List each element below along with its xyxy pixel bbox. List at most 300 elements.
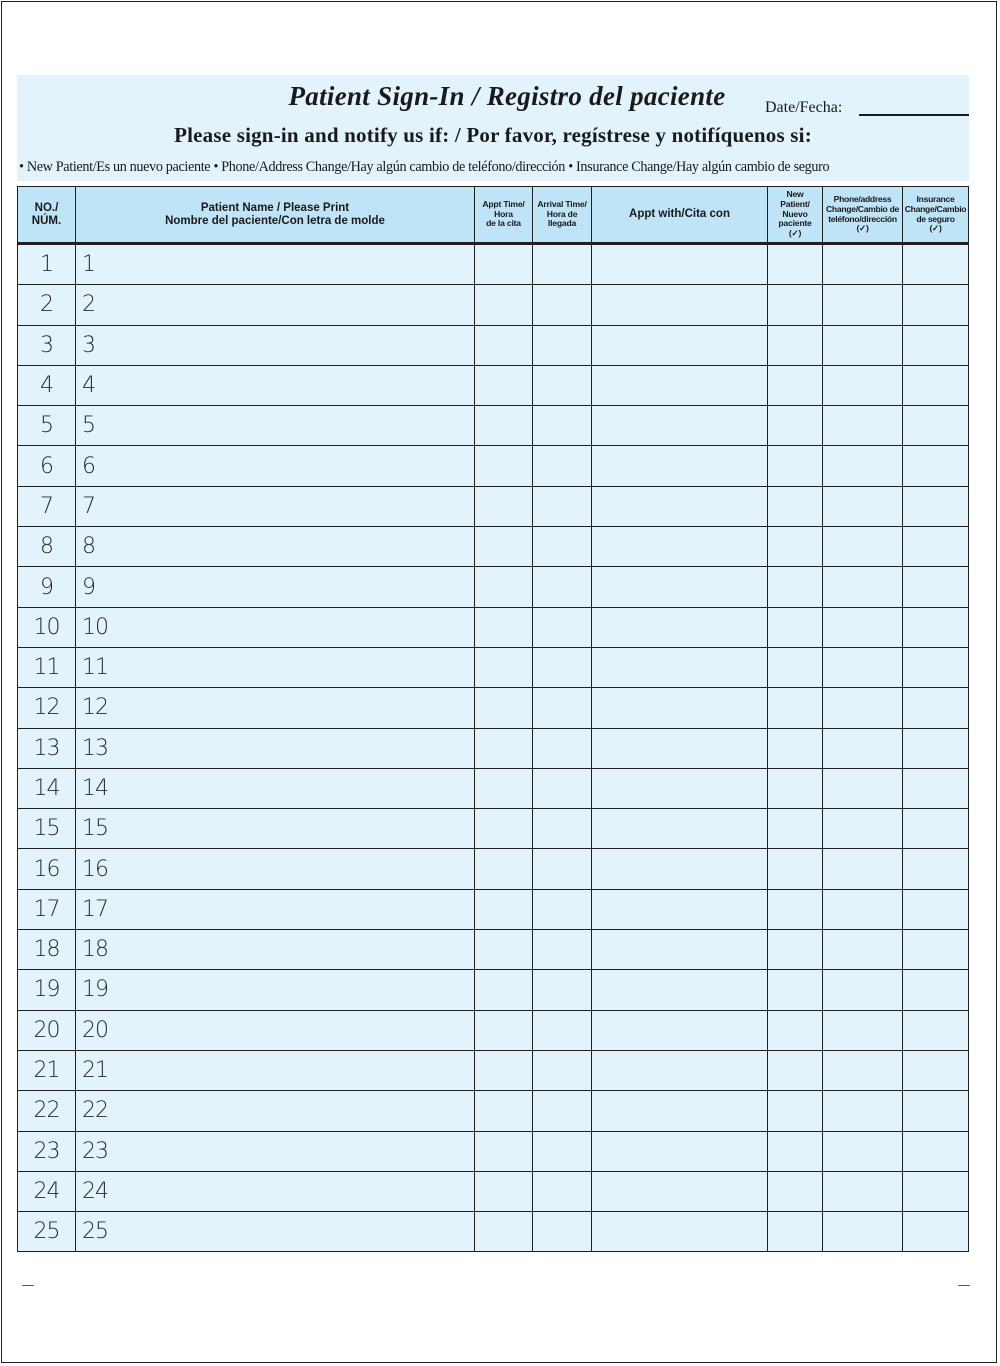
appt-time-cell[interactable] <box>475 325 533 365</box>
row-number <box>18 486 76 526</box>
appt-time-cell[interactable] <box>475 285 533 325</box>
table-row <box>18 446 969 486</box>
appt-with-cell[interactable] <box>592 688 768 728</box>
phone-change-check[interactable] <box>823 1010 903 1050</box>
appt-with-cell[interactable] <box>592 607 768 647</box>
table-row <box>18 1091 969 1131</box>
phone-change-check[interactable] <box>823 486 903 526</box>
patient-name-cell[interactable] <box>76 607 475 647</box>
insurance-change-check[interactable] <box>903 889 969 929</box>
table-row <box>18 1171 969 1211</box>
new-patient-check[interactable] <box>768 930 823 970</box>
phone-change-check[interactable] <box>823 930 903 970</box>
row-number <box>18 1010 76 1050</box>
new-patient-check[interactable] <box>768 567 823 607</box>
row-number <box>18 1131 76 1171</box>
appt-with-cell[interactable] <box>592 1010 768 1050</box>
form-subtitle: Please sign-in and notify us if: / Por favor, regístrese y notifíquenos si: <box>174 123 812 147</box>
col-header-line: de seguro <box>916 213 955 224</box>
form-title: Patient Sign-In / Registro del paciente <box>288 81 726 111</box>
patient-name-cell[interactable] <box>76 1171 475 1211</box>
patient-name-cell[interactable] <box>76 768 475 808</box>
arrival-time-cell[interactable] <box>533 849 592 889</box>
appt-with-cell[interactable] <box>592 768 768 808</box>
arrival-time-cell[interactable] <box>533 1131 592 1171</box>
new-patient-check[interactable] <box>768 527 823 567</box>
row-number-label: 1 <box>40 252 53 278</box>
appt-with-cell[interactable] <box>592 1212 768 1252</box>
new-patient-check[interactable] <box>768 607 823 647</box>
patient-name-cell[interactable] <box>76 446 475 486</box>
row-number-label: 6 <box>40 453 53 479</box>
col-header-line: (✓) <box>929 223 942 234</box>
table-row <box>18 889 969 929</box>
insurance-change-check[interactable] <box>903 1010 969 1050</box>
appt-time-cell[interactable] <box>475 607 533 647</box>
appt-time-cell[interactable] <box>475 849 533 889</box>
insurance-change-check[interactable] <box>903 607 969 647</box>
row-number <box>18 1171 76 1211</box>
row-number <box>18 325 76 365</box>
col-header-line: Hora <box>494 208 513 219</box>
table-row <box>18 647 969 687</box>
row-number <box>18 406 76 446</box>
insurance-change-check[interactable] <box>903 1171 969 1211</box>
patient-name-cell[interactable] <box>76 527 475 567</box>
appt-time-cell[interactable] <box>475 1212 533 1252</box>
new-patient-check[interactable] <box>768 809 823 849</box>
insurance-change-check[interactable] <box>903 244 969 285</box>
name-line-number: 16 <box>82 856 108 882</box>
col-header-line: Nuevo <box>782 208 808 219</box>
new-patient-check[interactable] <box>768 1131 823 1171</box>
new-patient-check[interactable] <box>768 889 823 929</box>
patient-name-cell[interactable] <box>76 1010 475 1050</box>
appt-with-cell[interactable] <box>592 244 768 285</box>
name-line-number: 5 <box>82 413 95 439</box>
patient-name-cell[interactable] <box>76 567 475 607</box>
appt-time-cell[interactable] <box>475 647 533 687</box>
insurance-change-check[interactable] <box>903 970 969 1010</box>
appt-time-cell[interactable] <box>475 244 533 285</box>
appt-time-cell[interactable] <box>475 889 533 929</box>
crop-mark-left <box>22 1285 34 1286</box>
appt-with-cell[interactable] <box>592 930 768 970</box>
date-field[interactable] <box>859 114 969 116</box>
appt-with-cell[interactable] <box>592 1091 768 1131</box>
patient-name-cell[interactable] <box>76 1050 475 1090</box>
notify-reasons: • New Patient/Es un nuevo paciente • Phone/Address Change/Hay algún cambio de teléfono/dirección • Insurance Change/Hay algún cambio de seguro <box>19 159 830 175</box>
phone-change-check[interactable] <box>823 285 903 325</box>
name-line-number: 23 <box>82 1138 108 1164</box>
col-header-line: Patient/ <box>780 199 810 210</box>
new-patient-check[interactable] <box>768 647 823 687</box>
new-patient-check[interactable] <box>768 849 823 889</box>
appt-with-cell[interactable] <box>592 527 768 567</box>
new-patient-check[interactable] <box>768 406 823 446</box>
row-number-label: 13 <box>33 735 60 761</box>
name-line-number: 17 <box>82 896 108 922</box>
col-header-appt-time <box>475 187 533 244</box>
appt-time-cell[interactable] <box>475 1171 533 1211</box>
table-row <box>18 930 969 970</box>
arrival-time-cell[interactable] <box>533 244 592 285</box>
table-row <box>18 768 969 808</box>
appt-time-cell[interactable] <box>475 1010 533 1050</box>
phone-change-check[interactable] <box>823 768 903 808</box>
col-header-line: de la cita <box>486 218 521 229</box>
patient-name-cell[interactable] <box>76 889 475 929</box>
new-patient-check[interactable] <box>768 446 823 486</box>
appt-with-cell[interactable] <box>592 970 768 1010</box>
col-header-line: teléfono/dirección <box>828 213 897 224</box>
row-number <box>18 647 76 687</box>
patient-name-cell[interactable] <box>76 970 475 1010</box>
appt-time-cell[interactable] <box>475 527 533 567</box>
row-number-label: 22 <box>33 1098 60 1124</box>
phone-change-check[interactable] <box>823 244 903 285</box>
table-row <box>18 406 969 446</box>
table-row <box>18 1212 969 1252</box>
appt-time-cell[interactable] <box>475 406 533 446</box>
row-number <box>18 567 76 607</box>
col-header-phone-change <box>823 187 903 244</box>
appt-with-cell[interactable] <box>592 728 768 768</box>
patient-name-cell[interactable] <box>76 1131 475 1171</box>
phone-change-check[interactable] <box>823 809 903 849</box>
col-header-line: (✓) <box>788 227 802 238</box>
appt-with-cell[interactable] <box>592 567 768 607</box>
phone-change-check[interactable] <box>823 970 903 1010</box>
table-row <box>18 849 969 889</box>
phone-change-check[interactable] <box>823 728 903 768</box>
insurance-change-check[interactable] <box>903 527 969 567</box>
arrival-time-cell[interactable] <box>533 1171 592 1211</box>
appt-time-cell[interactable] <box>475 446 533 486</box>
patient-name-cell[interactable] <box>76 486 475 526</box>
date-label: Date/Fecha: <box>765 99 843 116</box>
row-number-label: 5 <box>40 413 53 439</box>
patient-name-cell[interactable] <box>76 406 475 446</box>
col-header-patient-name <box>76 187 475 244</box>
name-line-number: 15 <box>82 816 108 842</box>
sign-in-rows <box>18 244 969 1252</box>
row-number-label: 20 <box>33 1017 60 1043</box>
name-line-number: 14 <box>82 776 108 801</box>
phone-change-check[interactable] <box>823 527 903 567</box>
insurance-change-check[interactable] <box>903 768 969 808</box>
table-row <box>18 567 969 607</box>
insurance-change-check[interactable] <box>903 285 969 325</box>
row-number <box>18 1050 76 1090</box>
table-row <box>18 1050 969 1090</box>
sign-in-table <box>17 186 969 1252</box>
appt-with-cell[interactable] <box>592 285 768 325</box>
appt-time-cell[interactable] <box>475 688 533 728</box>
patient-name-cell[interactable] <box>76 365 475 405</box>
arrival-time-cell[interactable] <box>533 768 592 808</box>
insurance-change-check[interactable] <box>903 1212 969 1252</box>
new-patient-check[interactable] <box>768 1091 823 1131</box>
phone-change-check[interactable] <box>823 365 903 405</box>
row-number <box>18 970 76 1010</box>
new-patient-check[interactable] <box>768 365 823 405</box>
name-line-number: 24 <box>82 1178 108 1204</box>
arrival-time-cell[interactable] <box>533 809 592 849</box>
name-line-number: 9 <box>82 574 95 600</box>
name-line-number: 13 <box>82 735 108 761</box>
appt-time-cell[interactable] <box>475 930 533 970</box>
table-row <box>18 688 969 728</box>
insurance-change-check[interactable] <box>903 1050 969 1090</box>
appt-with-cell[interactable] <box>592 406 768 446</box>
row-number <box>18 930 76 970</box>
new-patient-check[interactable] <box>768 688 823 728</box>
name-line-number: 8 <box>82 534 95 560</box>
insurance-change-check[interactable] <box>903 486 969 526</box>
phone-change-check[interactable] <box>823 325 903 365</box>
row-number-label: 10 <box>33 614 60 640</box>
col-header-line: Insurance <box>916 194 955 205</box>
phone-change-check[interactable] <box>823 849 903 889</box>
col-header-line: NO./ <box>34 201 59 214</box>
patient-name-cell[interactable] <box>76 244 475 285</box>
insurance-change-check[interactable] <box>903 325 969 365</box>
patient-name-cell[interactable] <box>76 849 475 889</box>
arrival-time-cell[interactable] <box>533 1212 592 1252</box>
col-header-line: (✓) <box>856 223 869 234</box>
appt-with-cell[interactable] <box>592 486 768 526</box>
row-number <box>18 527 76 567</box>
row-number-label: 8 <box>40 534 53 560</box>
name-line-number: 19 <box>82 977 108 1003</box>
insurance-change-check[interactable] <box>903 849 969 889</box>
table-row <box>18 244 969 285</box>
name-line-number: 20 <box>82 1017 108 1043</box>
appt-with-cell[interactable] <box>592 1131 768 1171</box>
row-number <box>18 285 76 325</box>
insurance-change-check[interactable] <box>903 688 969 728</box>
row-number-label: 11 <box>33 655 60 681</box>
row-number <box>18 768 76 808</box>
patient-name-cell[interactable] <box>76 285 475 325</box>
row-number <box>18 688 76 728</box>
appt-time-cell[interactable] <box>475 970 533 1010</box>
patient-name-cell[interactable] <box>76 728 475 768</box>
row-number-label: 16 <box>33 856 60 882</box>
new-patient-check[interactable] <box>768 244 823 285</box>
row-number <box>18 365 76 405</box>
appt-time-cell[interactable] <box>475 1050 533 1090</box>
col-header-line: NÚM. <box>31 214 62 227</box>
col-header-line: paciente <box>778 218 812 229</box>
insurance-change-check[interactable] <box>903 930 969 970</box>
table-row <box>18 1010 969 1050</box>
name-line-number: 6 <box>82 453 95 479</box>
col-header-line: Arrival Time/ <box>537 199 587 210</box>
arrival-time-cell[interactable] <box>533 607 592 647</box>
row-number <box>18 1091 76 1131</box>
new-patient-check[interactable] <box>768 1050 823 1090</box>
insurance-change-check[interactable] <box>903 728 969 768</box>
row-number <box>18 1212 76 1252</box>
table-row <box>18 325 969 365</box>
arrival-time-cell[interactable] <box>533 688 592 728</box>
row-number-label: 21 <box>33 1058 60 1084</box>
appt-time-cell[interactable] <box>475 728 533 768</box>
row-number <box>18 446 76 486</box>
arrival-time-cell[interactable] <box>533 486 592 526</box>
phone-change-check[interactable] <box>823 1131 903 1171</box>
row-number-label: 25 <box>33 1219 60 1245</box>
table-row <box>18 970 969 1010</box>
insurance-change-check[interactable] <box>903 567 969 607</box>
patient-name-cell[interactable] <box>76 930 475 970</box>
patient-name-cell[interactable] <box>76 647 475 687</box>
name-line-number: 25 <box>82 1219 108 1245</box>
table-row <box>18 607 969 647</box>
row-number-label: 9 <box>40 574 53 600</box>
name-line-number: 11 <box>82 655 108 681</box>
patient-name-cell[interactable] <box>76 688 475 728</box>
appt-with-cell[interactable] <box>592 849 768 889</box>
appt-with-cell[interactable] <box>592 325 768 365</box>
name-line-number: 10 <box>82 614 108 640</box>
phone-change-check[interactable] <box>823 607 903 647</box>
phone-change-check[interactable] <box>823 446 903 486</box>
phone-change-check[interactable] <box>823 406 903 446</box>
phone-change-check[interactable] <box>823 688 903 728</box>
phone-change-check[interactable] <box>823 567 903 607</box>
appt-with-cell[interactable] <box>592 446 768 486</box>
arrival-time-cell[interactable] <box>533 970 592 1010</box>
insurance-change-check[interactable] <box>903 1091 969 1131</box>
appt-time-cell[interactable] <box>475 768 533 808</box>
col-header-line: Hora de <box>546 208 578 219</box>
phone-change-check[interactable] <box>823 1091 903 1131</box>
patient-name-cell[interactable] <box>76 809 475 849</box>
arrival-time-cell[interactable] <box>533 647 592 687</box>
row-number-label: 15 <box>33 816 60 842</box>
col-header-line: Appt Time/ <box>482 199 525 210</box>
arrival-time-cell[interactable] <box>533 325 592 365</box>
patient-name-cell[interactable] <box>76 1212 475 1252</box>
table-row <box>18 486 969 526</box>
appt-time-cell[interactable] <box>475 567 533 607</box>
row-number-label: 7 <box>40 493 53 519</box>
row-number-label: 23 <box>33 1138 60 1164</box>
insurance-change-check[interactable] <box>903 365 969 405</box>
row-number <box>18 728 76 768</box>
col-header-appt-with <box>592 187 768 244</box>
appt-with-cell[interactable] <box>592 1050 768 1090</box>
appt-with-cell[interactable] <box>592 809 768 849</box>
patient-name-cell[interactable] <box>76 1091 475 1131</box>
new-patient-check[interactable] <box>768 1010 823 1050</box>
appt-with-cell[interactable] <box>592 1171 768 1211</box>
insurance-change-check[interactable] <box>903 446 969 486</box>
name-line-number: 1 <box>82 252 95 278</box>
new-patient-check[interactable] <box>768 285 823 325</box>
arrival-time-cell[interactable] <box>533 1091 592 1131</box>
arrival-time-cell[interactable] <box>533 446 592 486</box>
phone-change-check[interactable] <box>823 1212 903 1252</box>
insurance-change-check[interactable] <box>903 809 969 849</box>
phone-change-check[interactable] <box>823 1050 903 1090</box>
col-header-line: Change/Cambio de <box>825 203 900 214</box>
appt-time-cell[interactable] <box>475 365 533 405</box>
appt-time-cell[interactable] <box>475 809 533 849</box>
col-header-line: Phone/address <box>833 194 892 205</box>
phone-change-check[interactable] <box>823 647 903 687</box>
arrival-time-cell[interactable] <box>533 728 592 768</box>
arrival-time-cell[interactable] <box>533 1010 592 1050</box>
patient-name-cell[interactable] <box>76 325 475 365</box>
row-number-label: 2 <box>40 292 53 318</box>
col-header-line: Change/Cambio <box>904 203 967 214</box>
table-row <box>18 527 969 567</box>
arrival-time-cell[interactable] <box>533 1050 592 1090</box>
arrival-time-cell[interactable] <box>533 285 592 325</box>
new-patient-check[interactable] <box>768 728 823 768</box>
col-header-new-patient <box>768 187 823 244</box>
arrival-time-cell[interactable] <box>533 365 592 405</box>
new-patient-check[interactable] <box>768 1171 823 1211</box>
col-header-line: Appt with/Cita con <box>629 208 730 221</box>
form-header <box>17 75 969 181</box>
col-header-arrival-time <box>533 187 592 244</box>
col-header-number <box>18 187 76 244</box>
table-row <box>18 365 969 405</box>
row-number <box>18 607 76 647</box>
arrival-time-cell[interactable] <box>533 930 592 970</box>
insurance-change-check[interactable] <box>903 406 969 446</box>
name-line-number: 7 <box>82 493 95 519</box>
table-row <box>18 809 969 849</box>
insurance-change-check[interactable] <box>903 1131 969 1171</box>
new-patient-check[interactable] <box>768 768 823 808</box>
new-patient-check[interactable] <box>768 970 823 1010</box>
arrival-time-cell[interactable] <box>533 527 592 567</box>
arrival-time-cell[interactable] <box>533 889 592 929</box>
appt-with-cell[interactable] <box>592 365 768 405</box>
row-number-label: 18 <box>33 937 60 963</box>
appt-with-cell[interactable] <box>592 647 768 687</box>
row-number-label: 24 <box>33 1178 60 1204</box>
row-number <box>18 244 76 285</box>
arrival-time-cell[interactable] <box>533 567 592 607</box>
appt-with-cell[interactable] <box>592 889 768 929</box>
insurance-change-check[interactable] <box>903 647 969 687</box>
phone-change-check[interactable] <box>823 889 903 929</box>
new-patient-check[interactable] <box>768 1212 823 1252</box>
table-row <box>18 1131 969 1171</box>
col-header-line: New <box>786 189 804 200</box>
arrival-time-cell[interactable] <box>533 406 592 446</box>
crop-mark-right <box>958 1285 970 1286</box>
row-number-label: 3 <box>40 332 53 358</box>
col-header-insurance-change <box>903 187 969 244</box>
appt-time-cell[interactable] <box>475 486 533 526</box>
appt-time-cell[interactable] <box>475 1131 533 1171</box>
phone-change-check[interactable] <box>823 1171 903 1211</box>
appt-time-cell[interactable] <box>475 1091 533 1131</box>
col-header-line: Patient Name / Please Print <box>200 201 350 214</box>
new-patient-check[interactable] <box>768 325 823 365</box>
new-patient-check[interactable] <box>768 486 823 526</box>
col-header-line: Nombre del paciente/Con letra de molde <box>165 214 385 227</box>
row-number-label: 19 <box>33 977 60 1003</box>
